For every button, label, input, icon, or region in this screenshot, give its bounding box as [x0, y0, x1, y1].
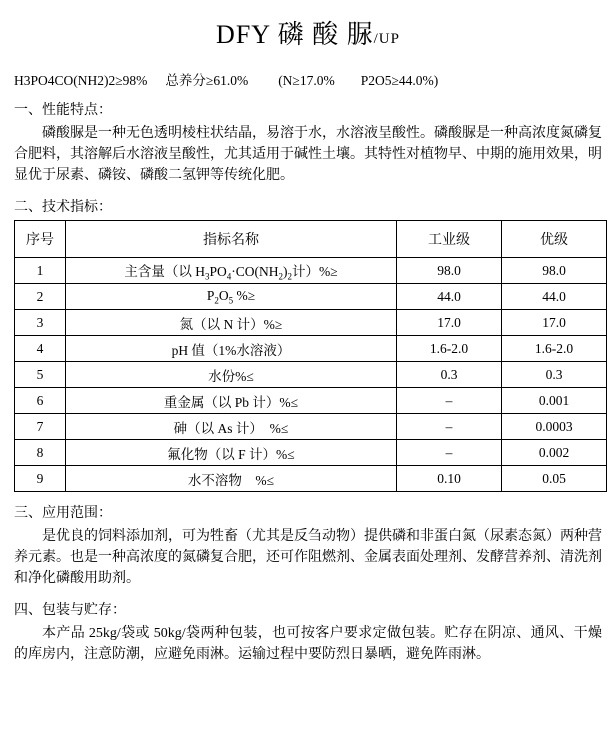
- table-cell-no: 9: [15, 466, 66, 492]
- table-cell-superior: 0.001: [502, 388, 607, 414]
- section-heading-application: 三、应用范围：: [14, 506, 112, 521]
- section-heading-packaging: 四、包装与贮存：: [14, 603, 126, 618]
- table-cell-no: 3: [15, 310, 66, 336]
- table-cell-no: 2: [15, 284, 66, 310]
- table-cell-industrial: –: [397, 414, 502, 440]
- table-cell-industrial: 0.3: [397, 362, 502, 388]
- table-cell-industrial: –: [397, 440, 502, 466]
- table-header-industrial: 工业级: [397, 221, 502, 258]
- table-row: [15, 336, 607, 362]
- table-cell-industrial: 0.10: [397, 466, 502, 492]
- table-header-name: 指标名称: [66, 221, 397, 258]
- table-cell-name: 氮（以 N 计）%≥: [66, 310, 397, 336]
- table-cell-superior: 0.002: [502, 440, 607, 466]
- table-cell-superior: 0.3: [502, 362, 607, 388]
- table-cell-no: 7: [15, 414, 66, 440]
- table-cell-no: 4: [15, 336, 66, 362]
- formula-part-2: 总养分≥61.0%: [165, 73, 249, 88]
- table-cell-no: 8: [15, 440, 66, 466]
- table-cell-name: 水份%≤: [66, 362, 397, 388]
- table-header-row: [15, 221, 607, 258]
- table-cell-name: 重金属（以 Pb 计）%≤: [66, 388, 397, 414]
- spec-table: [14, 220, 607, 492]
- page-title: [14, 14, 602, 51]
- table-cell-name: 水不溶物 %≤: [66, 466, 397, 492]
- table-row: [15, 284, 607, 310]
- section-paragraph-performance: 磷酸脲是一种无色透明棱柱状结晶，易溶于水，水溶液呈酸性。磷酸脲是一种高浓度氮磷复合肥料，其溶解后水溶液呈酸性，尤其适用于碱性土壤。其特性对植物早、中期的施用效果，明显优于尿素、磷铵、磷酸二氢钾等传统化肥。: [14, 126, 602, 183]
- table-body: [15, 258, 607, 492]
- table-row: [15, 440, 607, 466]
- table-cell-no: 5: [15, 362, 66, 388]
- table-cell-superior: 44.0: [502, 284, 607, 310]
- table-row: [15, 414, 607, 440]
- formula-part-3: (N≥17.0%: [278, 73, 335, 88]
- table-cell-superior: 0.0003: [502, 414, 607, 440]
- table-header-no: 序号: [15, 221, 66, 258]
- table-cell-superior: 1.6-2.0: [502, 336, 607, 362]
- table-cell-industrial: 44.0: [397, 284, 502, 310]
- table-cell-name: 砷（以 As 计） %≤: [66, 414, 397, 440]
- section-heading-specs: 二、技术指标：: [14, 200, 112, 215]
- table-cell-name: $P_2O_5$ %≥: [66, 284, 397, 310]
- table-row: [15, 362, 607, 388]
- table-cell-name: pH 值（1%水溶液）: [66, 336, 397, 362]
- table-cell-industrial: –: [397, 388, 502, 414]
- table-row: [15, 258, 607, 284]
- formula-part-4: P2O5≥44.0%): [360, 73, 439, 88]
- table-cell-industrial: 1.6-2.0: [397, 336, 502, 362]
- formula-part-1: H3PO4CO(NH2)2≥98%: [14, 73, 148, 88]
- table-cell-superior: 98.0: [502, 258, 607, 284]
- table-row: [15, 388, 607, 414]
- table-cell-name: 主含量（以 $H_3PO_4\cdot CO(NH_2)_2$计）%≥: [66, 258, 397, 284]
- page-title-suffix: /UP: [373, 31, 400, 47]
- table-cell-superior: 0.05: [502, 466, 607, 492]
- table-cell-superior: 17.0: [502, 310, 607, 336]
- table-header-superior: 优级: [502, 221, 607, 258]
- section-paragraph-packaging: 本产品 25kg/袋或 50kg/袋两种包装，也可按客户要求定做包装。贮存在阴凉、通风、干燥的库房内，注意防潮，应避免雨淋。运输过程中要防烈日暴晒，避免阵雨淋。: [14, 626, 602, 662]
- table-cell-name: 氟化物（以 F 计）%≤: [66, 440, 397, 466]
- section-paragraph-application: 是优良的饲料添加剂，可为牲畜（尤其是反刍动物）提供磷和非蛋白氮（尿素态氮）两种营养元素。也是一种高浓度的氮磷复合肥，还可作阻燃剂、金属表面处理剂、发酵营养剂、清洗剂和净化磷酸用助剂。: [14, 529, 602, 586]
- table-cell-no: 1: [15, 258, 66, 284]
- table-row: [15, 466, 607, 492]
- table-row: [15, 310, 607, 336]
- page-title-main: DFY 磷 酸 脲: [216, 20, 374, 49]
- table-cell-no: 6: [15, 388, 66, 414]
- table-cell-industrial: 17.0: [397, 310, 502, 336]
- section-heading-performance: 一、性能特点：: [14, 103, 112, 118]
- table-cell-industrial: 98.0: [397, 258, 502, 284]
- formula-line: [14, 69, 602, 89]
